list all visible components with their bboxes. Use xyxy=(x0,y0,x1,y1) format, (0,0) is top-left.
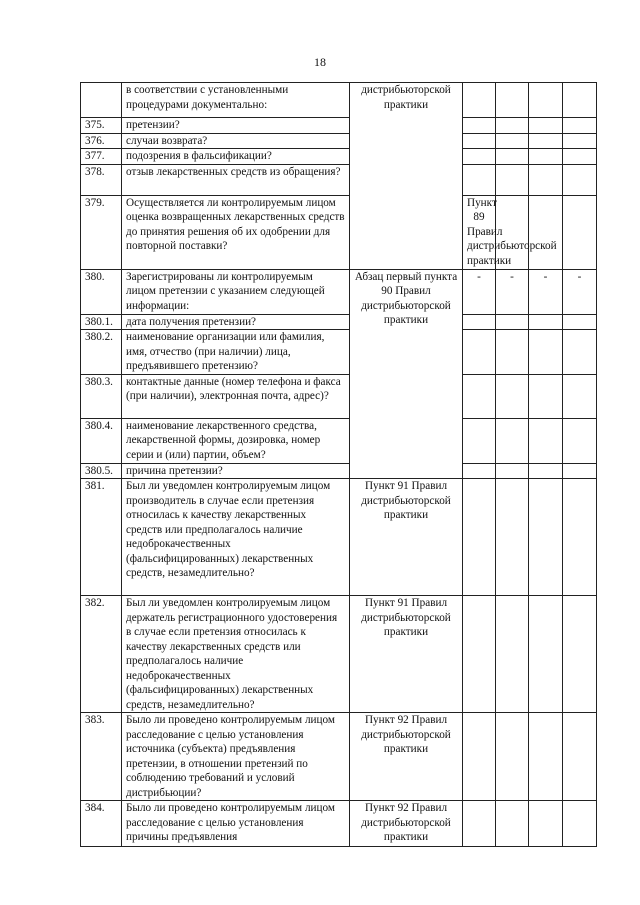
checklist-table xyxy=(80,82,597,847)
answer-cell[interactable] xyxy=(463,83,496,118)
answer-cell[interactable] xyxy=(529,164,563,195)
answer-cell[interactable] xyxy=(496,149,529,165)
question-text: подозрения в фальсификации? xyxy=(122,149,350,165)
answer-cell[interactable]: - xyxy=(563,269,597,314)
answer-cell[interactable] xyxy=(563,801,597,847)
answer-cell[interactable] xyxy=(463,374,496,418)
answer-cell[interactable] xyxy=(529,330,563,375)
item-number: 376. xyxy=(81,133,122,149)
item-number: 383. xyxy=(81,713,122,801)
question-text: Был ли уведомлен контролируемым лицом держатель регистрационного удостоверения в случае если претензия относилась к качеству лекарственных средств или предполагалось наличие недоброкачественных (фальсифицированных) лекарственных средств, незамедлительно? xyxy=(122,596,350,713)
table-row xyxy=(81,801,597,847)
answer-cell[interactable] xyxy=(496,164,529,195)
answer-cell[interactable] xyxy=(496,133,529,149)
question-text: Зарегистрированы ли контролируемым лицом претензии с указанием следующей информации: xyxy=(122,269,350,314)
question-text: причина претензии? xyxy=(122,463,350,479)
item-number: 379. xyxy=(81,195,122,269)
legal-reference: дистрибьюторской практики xyxy=(350,83,463,270)
table-row xyxy=(81,269,597,314)
answer-cell[interactable] xyxy=(563,195,597,269)
answer-cell[interactable] xyxy=(563,83,597,118)
item-number: 380.4. xyxy=(81,418,122,463)
question-text: Было ли проведено контролируемым лицом расследование с целью установления источника (субъекта) предъявления претензии, в отношении претензий по соблюдению требований и условий дистрибьюции? xyxy=(122,713,350,801)
answer-cell[interactable] xyxy=(529,118,563,134)
answer-cell[interactable] xyxy=(496,330,529,375)
answer-cell[interactable] xyxy=(463,164,496,195)
answer-cell[interactable] xyxy=(529,374,563,418)
legal-reference: Абзац первый пункта 90 Правил дистрибьюторской практики xyxy=(350,269,463,479)
answer-cell[interactable] xyxy=(529,83,563,118)
answer-cell[interactable] xyxy=(529,479,563,596)
answer-cell[interactable] xyxy=(529,149,563,165)
question-text: в соответствии с установленными процедурами документально: xyxy=(122,83,350,118)
item-number: 375. xyxy=(81,118,122,134)
table-row xyxy=(81,164,597,195)
answer-cell[interactable] xyxy=(463,801,496,847)
answer-cell[interactable] xyxy=(563,164,597,195)
answer-cell[interactable] xyxy=(563,133,597,149)
table-row xyxy=(81,479,597,596)
answer-cell[interactable] xyxy=(563,418,597,463)
answer-cell[interactable] xyxy=(529,713,563,801)
answer-cell[interactable] xyxy=(563,374,597,418)
question-text: Осуществляется ли контролируемым лицом оценка возвращенных лекарственных средств до принятия решения об их одобрении для повторной поставки? xyxy=(122,195,350,269)
answer-cell[interactable] xyxy=(529,195,563,269)
answer-cell[interactable] xyxy=(463,479,496,596)
answer-cell[interactable] xyxy=(496,418,529,463)
item-number: 377. xyxy=(81,149,122,165)
answer-cell[interactable] xyxy=(496,118,529,134)
answer-cell[interactable] xyxy=(529,801,563,847)
table-row xyxy=(81,83,597,118)
page-number: 18 xyxy=(314,55,326,69)
answer-cell[interactable]: - xyxy=(463,269,496,314)
answer-cell[interactable] xyxy=(496,314,529,330)
legal-reference: Пункт 92 Правил дистрибьюторской практики xyxy=(350,713,463,801)
answer-cell[interactable] xyxy=(563,314,597,330)
item-number: 384. xyxy=(81,801,122,847)
answer-cell[interactable] xyxy=(563,118,597,134)
item-number xyxy=(81,83,122,118)
question-text: случаи возврата? xyxy=(122,133,350,149)
question-text: наименование организации или фамилия, имя, отчество (при наличии) лица, предъявившего претензию? xyxy=(122,330,350,375)
question-text: Было ли проведено контролируемым лицом расследование с целью установления причины предъявления xyxy=(122,801,350,847)
answer-cell[interactable] xyxy=(463,418,496,463)
answer-cell[interactable]: - xyxy=(529,269,563,314)
answer-cell[interactable] xyxy=(529,133,563,149)
table-row xyxy=(81,118,597,134)
answer-cell[interactable] xyxy=(529,463,563,479)
item-number: 380.5. xyxy=(81,463,122,479)
answer-cell[interactable] xyxy=(496,801,529,847)
item-number: 380.1. xyxy=(81,314,122,330)
answer-cell[interactable] xyxy=(496,596,529,713)
item-number: 378. xyxy=(81,164,122,195)
answer-cell[interactable] xyxy=(463,596,496,713)
answer-cell[interactable] xyxy=(529,596,563,713)
item-number: 380. xyxy=(81,269,122,314)
item-number: 381. xyxy=(81,479,122,596)
answer-cell[interactable] xyxy=(563,463,597,479)
table-row xyxy=(81,330,597,375)
item-number: 382. xyxy=(81,596,122,713)
answer-cell[interactable]: - xyxy=(496,269,529,314)
answer-cell[interactable] xyxy=(563,479,597,596)
answer-cell[interactable] xyxy=(496,713,529,801)
legal-reference: Пункт 91 Правил дистрибьюторской практики xyxy=(350,479,463,596)
answer-cell[interactable] xyxy=(463,463,496,479)
answer-cell[interactable] xyxy=(496,479,529,596)
legal-reference: Пункт 92 Правил дистрибьюторской практики xyxy=(350,801,463,847)
table-row xyxy=(81,133,597,149)
answer-cell[interactable] xyxy=(496,83,529,118)
table-row xyxy=(81,418,597,463)
question-text: отзыв лекарственных средств из обращения? xyxy=(122,164,350,195)
item-number: 380.3. xyxy=(81,374,122,418)
table-row xyxy=(81,463,597,479)
item-number: 380.2. xyxy=(81,330,122,375)
answer-cell[interactable] xyxy=(496,463,529,479)
question-text: наименование лекарственного средства, лекарственной формы, дозировка, номер серии и (или) партии, объем? xyxy=(122,418,350,463)
answer-cell[interactable] xyxy=(463,133,496,149)
legal-reference: Пункт 91 Правил дистрибьюторской практики xyxy=(350,596,463,713)
table-row xyxy=(81,713,597,801)
table-row xyxy=(81,195,597,269)
answer-cell[interactable] xyxy=(563,713,597,801)
answer-cell[interactable] xyxy=(529,418,563,463)
answer-cell[interactable] xyxy=(463,713,496,801)
answer-cell[interactable] xyxy=(463,314,496,330)
answer-cell[interactable] xyxy=(496,374,529,418)
answer-cell[interactable] xyxy=(463,118,496,134)
answer-cell[interactable] xyxy=(463,149,496,165)
question-text: контактные данные (номер телефона и факса (при наличии), электронная почта, адрес)? xyxy=(122,374,350,418)
table-row xyxy=(81,596,597,713)
question-text: Был ли уведомлен контролируемым лицом производитель в случае если претензия относилась к качеству лекарственных средств или предполагалось наличие недоброкачественных (фальсифицированных) лекарственных средств, незамедлительно? xyxy=(122,479,350,596)
table-row xyxy=(81,149,597,165)
answer-cell[interactable] xyxy=(563,149,597,165)
answer-cell[interactable] xyxy=(563,596,597,713)
answer-cell[interactable] xyxy=(463,330,496,375)
table-row xyxy=(81,314,597,330)
answer-cell[interactable] xyxy=(563,330,597,375)
answer-cell[interactable] xyxy=(529,314,563,330)
legal-reference: Пункт 89 Правил дистрибьюторской практики xyxy=(463,195,496,269)
question-text: претензии? xyxy=(122,118,350,134)
table-row xyxy=(81,374,597,418)
question-text: дата получения претензии? xyxy=(122,314,350,330)
